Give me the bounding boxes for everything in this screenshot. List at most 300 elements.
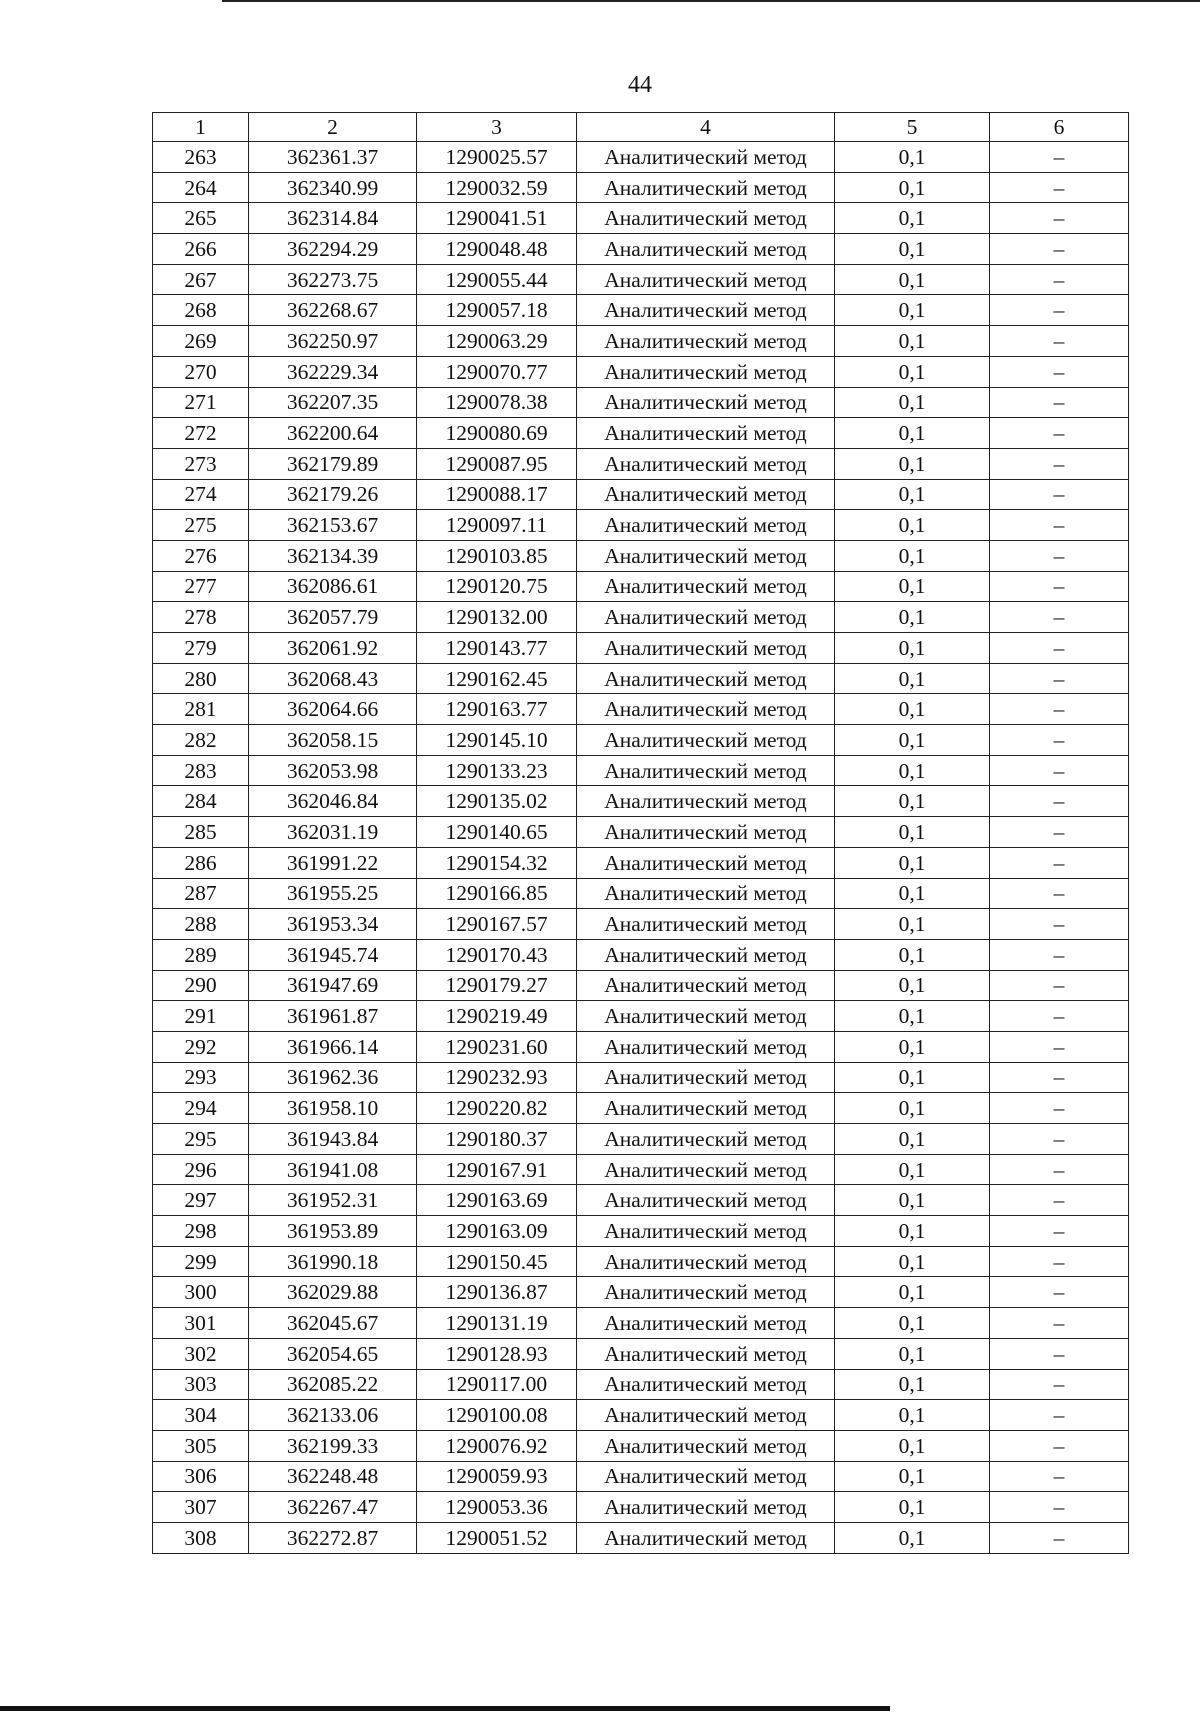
y-coordinate-cell: 1290166.85 [417,878,577,909]
accuracy-cell: 0,1 [835,571,990,602]
x-coordinate-cell: 362273.75 [249,264,417,295]
method-cell: Аналитический метод [577,755,835,786]
note-cell: – [990,755,1129,786]
method-cell: Аналитический метод [577,1185,835,1216]
note-cell: – [990,1400,1129,1431]
accuracy-cell: 0,1 [835,725,990,756]
point-number-cell: 291 [153,1001,249,1032]
y-coordinate-cell: 1290041.51 [417,203,577,234]
top-border-line [222,0,1200,2]
method-cell: Аналитический метод [577,1430,835,1461]
table-row [153,387,1129,418]
x-coordinate-cell: 362058.15 [249,725,417,756]
y-coordinate-cell: 1290076.92 [417,1430,577,1461]
table-row [153,418,1129,449]
method-cell: Аналитический метод [577,1062,835,1093]
x-coordinate-cell: 362029.88 [249,1277,417,1308]
accuracy-cell: 0,1 [835,1308,990,1339]
note-cell: – [990,1522,1129,1553]
table-row [153,847,1129,878]
y-coordinate-cell: 1290057.18 [417,295,577,326]
note-cell: – [990,510,1129,541]
method-cell: Аналитический метод [577,1338,835,1369]
note-cell: – [990,970,1129,1001]
note-cell: – [990,1461,1129,1492]
table-row [153,694,1129,725]
accuracy-cell: 0,1 [835,264,990,295]
table-row [153,663,1129,694]
table-row [153,1001,1129,1032]
note-cell: – [990,540,1129,571]
table-row [153,142,1129,173]
note-cell: – [990,633,1129,664]
y-coordinate-cell: 1290100.08 [417,1400,577,1431]
column-header: 6 [990,113,1129,142]
accuracy-cell: 0,1 [835,203,990,234]
point-number-cell: 305 [153,1430,249,1461]
point-number-cell: 274 [153,479,249,510]
x-coordinate-cell: 361947.69 [249,970,417,1001]
note-cell: – [990,448,1129,479]
accuracy-cell: 0,1 [835,1246,990,1277]
table-row [153,356,1129,387]
y-coordinate-cell: 1290088.17 [417,479,577,510]
x-coordinate-cell: 362229.34 [249,356,417,387]
column-header: 4 [577,113,835,142]
note-cell: – [990,571,1129,602]
y-coordinate-cell: 1290232.93 [417,1062,577,1093]
x-coordinate-cell: 361953.89 [249,1216,417,1247]
method-cell: Аналитический метод [577,1001,835,1032]
table-row [153,234,1129,265]
note-cell: – [990,1430,1129,1461]
point-number-cell: 275 [153,510,249,541]
column-header: 1 [153,113,249,142]
x-coordinate-cell: 361962.36 [249,1062,417,1093]
point-number-cell: 303 [153,1369,249,1400]
point-number-cell: 273 [153,448,249,479]
table-row [153,1277,1129,1308]
y-coordinate-cell: 1290063.29 [417,326,577,357]
method-cell: Аналитический метод [577,786,835,817]
note-cell: – [990,1001,1129,1032]
note-cell: – [990,602,1129,633]
y-coordinate-cell: 1290133.23 [417,755,577,786]
y-coordinate-cell: 1290025.57 [417,142,577,173]
method-cell: Аналитический метод [577,1154,835,1185]
accuracy-cell: 0,1 [835,1461,990,1492]
method-cell: Аналитический метод [577,540,835,571]
x-coordinate-cell: 362207.35 [249,387,417,418]
note-cell: – [990,295,1129,326]
table-row [153,1124,1129,1155]
accuracy-cell: 0,1 [835,878,990,909]
point-number-cell: 277 [153,571,249,602]
point-number-cell: 299 [153,1246,249,1277]
method-cell: Аналитический метод [577,970,835,1001]
point-number-cell: 292 [153,1031,249,1062]
note-cell: – [990,418,1129,449]
y-coordinate-cell: 1290162.45 [417,663,577,694]
accuracy-cell: 0,1 [835,847,990,878]
x-coordinate-cell: 362179.89 [249,448,417,479]
table-row [153,939,1129,970]
accuracy-cell: 0,1 [835,1124,990,1155]
point-number-cell: 289 [153,939,249,970]
y-coordinate-cell: 1290219.49 [417,1001,577,1032]
note-cell: – [990,1246,1129,1277]
y-coordinate-cell: 1290128.93 [417,1338,577,1369]
note-cell: – [990,1062,1129,1093]
table-row [153,1246,1129,1277]
x-coordinate-cell: 362179.26 [249,479,417,510]
accuracy-cell: 0,1 [835,387,990,418]
y-coordinate-cell: 1290097.11 [417,510,577,541]
point-number-cell: 270 [153,356,249,387]
note-cell: – [990,1124,1129,1155]
method-cell: Аналитический метод [577,326,835,357]
note-cell: – [990,1093,1129,1124]
y-coordinate-cell: 1290163.09 [417,1216,577,1247]
point-number-cell: 279 [153,633,249,664]
method-cell: Аналитический метод [577,571,835,602]
point-number-cell: 304 [153,1400,249,1431]
y-coordinate-cell: 1290143.77 [417,633,577,664]
method-cell: Аналитический метод [577,479,835,510]
accuracy-cell: 0,1 [835,326,990,357]
point-number-cell: 296 [153,1154,249,1185]
y-coordinate-cell: 1290080.69 [417,418,577,449]
x-coordinate-cell: 362294.29 [249,234,417,265]
method-cell: Аналитический метод [577,295,835,326]
table-row [153,1400,1129,1431]
table-row [153,571,1129,602]
point-number-cell: 268 [153,295,249,326]
x-coordinate-cell: 361955.25 [249,878,417,909]
x-coordinate-cell: 362054.65 [249,1338,417,1369]
x-coordinate-cell: 362250.97 [249,326,417,357]
y-coordinate-cell: 1290059.93 [417,1461,577,1492]
y-coordinate-cell: 1290170.43 [417,939,577,970]
note-cell: – [990,786,1129,817]
accuracy-cell: 0,1 [835,602,990,633]
x-coordinate-cell: 361958.10 [249,1093,417,1124]
x-coordinate-cell: 361941.08 [249,1154,417,1185]
point-number-cell: 290 [153,970,249,1001]
point-number-cell: 267 [153,264,249,295]
y-coordinate-cell: 1290154.32 [417,847,577,878]
x-coordinate-cell: 362133.06 [249,1400,417,1431]
accuracy-cell: 0,1 [835,694,990,725]
point-number-cell: 269 [153,326,249,357]
accuracy-cell: 0,1 [835,786,990,817]
note-cell: – [990,1338,1129,1369]
y-coordinate-cell: 1290150.45 [417,1246,577,1277]
y-coordinate-cell: 1290179.27 [417,970,577,1001]
method-cell: Аналитический метод [577,1308,835,1339]
method-cell: Аналитический метод [577,1031,835,1062]
note-cell: – [990,939,1129,970]
note-cell: – [990,1216,1129,1247]
table-row [153,1338,1129,1369]
point-number-cell: 287 [153,878,249,909]
point-number-cell: 264 [153,172,249,203]
method-cell: Аналитический метод [577,602,835,633]
x-coordinate-cell: 361952.31 [249,1185,417,1216]
accuracy-cell: 0,1 [835,1277,990,1308]
accuracy-cell: 0,1 [835,142,990,173]
accuracy-cell: 0,1 [835,1031,990,1062]
accuracy-cell: 0,1 [835,1154,990,1185]
x-coordinate-cell: 362085.22 [249,1369,417,1400]
method-cell: Аналитический метод [577,847,835,878]
x-coordinate-cell: 361961.87 [249,1001,417,1032]
table-header-row [153,113,1129,142]
accuracy-cell: 0,1 [835,1492,990,1523]
point-number-cell: 301 [153,1308,249,1339]
table-row [153,786,1129,817]
y-coordinate-cell: 1290048.48 [417,234,577,265]
table-row [153,878,1129,909]
point-number-cell: 306 [153,1461,249,1492]
y-coordinate-cell: 1290051.52 [417,1522,577,1553]
table-row [153,479,1129,510]
x-coordinate-cell: 362045.67 [249,1308,417,1339]
x-coordinate-cell: 362314.84 [249,203,417,234]
method-cell: Аналитический метод [577,203,835,234]
table-row [153,970,1129,1001]
column-header: 2 [249,113,417,142]
accuracy-cell: 0,1 [835,1185,990,1216]
point-number-cell: 288 [153,909,249,940]
y-coordinate-cell: 1290055.44 [417,264,577,295]
table-row [153,755,1129,786]
accuracy-cell: 0,1 [835,1001,990,1032]
table-row [153,633,1129,664]
point-number-cell: 295 [153,1124,249,1155]
x-coordinate-cell: 362248.48 [249,1461,417,1492]
y-coordinate-cell: 1290032.59 [417,172,577,203]
method-cell: Аналитический метод [577,909,835,940]
y-coordinate-cell: 1290070.77 [417,356,577,387]
x-coordinate-cell: 362200.64 [249,418,417,449]
point-number-cell: 280 [153,663,249,694]
note-cell: – [990,326,1129,357]
accuracy-cell: 0,1 [835,1522,990,1553]
table-row [153,725,1129,756]
table-row [153,1062,1129,1093]
y-coordinate-cell: 1290117.00 [417,1369,577,1400]
x-coordinate-cell: 362153.67 [249,510,417,541]
method-cell: Аналитический метод [577,1124,835,1155]
x-coordinate-cell: 362340.99 [249,172,417,203]
method-cell: Аналитический метод [577,725,835,756]
table-row [153,1185,1129,1216]
note-cell: – [990,234,1129,265]
accuracy-cell: 0,1 [835,1430,990,1461]
note-cell: – [990,172,1129,203]
accuracy-cell: 0,1 [835,1369,990,1400]
table-row [153,1461,1129,1492]
y-coordinate-cell: 1290140.65 [417,817,577,848]
y-coordinate-cell: 1290231.60 [417,1031,577,1062]
bottom-border-line [0,1706,890,1711]
method-cell: Аналитический метод [577,510,835,541]
accuracy-cell: 0,1 [835,755,990,786]
method-cell: Аналитический метод [577,418,835,449]
x-coordinate-cell: 362267.47 [249,1492,417,1523]
table-row [153,540,1129,571]
y-coordinate-cell: 1290145.10 [417,725,577,756]
table-row [153,1430,1129,1461]
method-cell: Аналитический метод [577,1492,835,1523]
x-coordinate-cell: 362134.39 [249,540,417,571]
point-number-cell: 307 [153,1492,249,1523]
y-coordinate-cell: 1290167.57 [417,909,577,940]
table-row [153,1031,1129,1062]
note-cell: – [990,663,1129,694]
accuracy-cell: 0,1 [835,939,990,970]
method-cell: Аналитический метод [577,387,835,418]
table-row [153,817,1129,848]
method-cell: Аналитический метод [577,172,835,203]
x-coordinate-cell: 361943.84 [249,1124,417,1155]
note-cell: – [990,1369,1129,1400]
x-coordinate-cell: 362064.66 [249,694,417,725]
point-number-cell: 308 [153,1522,249,1553]
method-cell: Аналитический метод [577,1093,835,1124]
x-coordinate-cell: 362086.61 [249,571,417,602]
y-coordinate-cell: 1290087.95 [417,448,577,479]
x-coordinate-cell: 362199.33 [249,1430,417,1461]
y-coordinate-cell: 1290120.75 [417,571,577,602]
point-number-cell: 294 [153,1093,249,1124]
table-row [153,602,1129,633]
note-cell: – [990,694,1129,725]
table-row [153,1154,1129,1185]
table-row [153,295,1129,326]
table-row [153,909,1129,940]
x-coordinate-cell: 362031.19 [249,817,417,848]
x-coordinate-cell: 361990.18 [249,1246,417,1277]
accuracy-cell: 0,1 [835,448,990,479]
y-coordinate-cell: 1290163.69 [417,1185,577,1216]
point-number-cell: 266 [153,234,249,265]
table-row [153,172,1129,203]
table-row [153,203,1129,234]
table-row [153,1308,1129,1339]
accuracy-cell: 0,1 [835,663,990,694]
accuracy-cell: 0,1 [835,1216,990,1247]
point-number-cell: 285 [153,817,249,848]
note-cell: – [990,817,1129,848]
note-cell: – [990,203,1129,234]
x-coordinate-cell: 362053.98 [249,755,417,786]
accuracy-cell: 0,1 [835,479,990,510]
method-cell: Аналитический метод [577,1461,835,1492]
y-coordinate-cell: 1290131.19 [417,1308,577,1339]
accuracy-cell: 0,1 [835,633,990,664]
y-coordinate-cell: 1290136.87 [417,1277,577,1308]
point-number-cell: 263 [153,142,249,173]
method-cell: Аналитический метод [577,142,835,173]
table-row [153,1492,1129,1523]
table-row [153,264,1129,295]
accuracy-cell: 0,1 [835,970,990,1001]
x-coordinate-cell: 361966.14 [249,1031,417,1062]
note-cell: – [990,1492,1129,1523]
note-cell: – [990,1277,1129,1308]
point-number-cell: 278 [153,602,249,633]
method-cell: Аналитический метод [577,633,835,664]
point-number-cell: 271 [153,387,249,418]
point-number-cell: 286 [153,847,249,878]
point-number-cell: 300 [153,1277,249,1308]
x-coordinate-cell: 362361.37 [249,142,417,173]
column-header: 3 [417,113,577,142]
table-row [153,326,1129,357]
note-cell: – [990,142,1129,173]
accuracy-cell: 0,1 [835,1338,990,1369]
accuracy-cell: 0,1 [835,172,990,203]
x-coordinate-cell: 362268.67 [249,295,417,326]
table-row [153,448,1129,479]
y-coordinate-cell: 1290103.85 [417,540,577,571]
x-coordinate-cell: 361953.34 [249,909,417,940]
method-cell: Аналитический метод [577,663,835,694]
method-cell: Аналитический метод [577,234,835,265]
note-cell: – [990,878,1129,909]
point-number-cell: 298 [153,1216,249,1247]
column-header: 5 [835,113,990,142]
point-number-cell: 272 [153,418,249,449]
accuracy-cell: 0,1 [835,356,990,387]
method-cell: Аналитический метод [577,1246,835,1277]
y-coordinate-cell: 1290167.91 [417,1154,577,1185]
coordinates-table [152,112,1129,1554]
point-number-cell: 302 [153,1338,249,1369]
method-cell: Аналитический метод [577,1369,835,1400]
point-number-cell: 297 [153,1185,249,1216]
method-cell: Аналитический метод [577,817,835,848]
method-cell: Аналитический метод [577,939,835,970]
method-cell: Аналитический метод [577,1277,835,1308]
point-number-cell: 283 [153,755,249,786]
method-cell: Аналитический метод [577,1400,835,1431]
page-number: 44 [628,72,652,98]
accuracy-cell: 0,1 [835,817,990,848]
x-coordinate-cell: 361945.74 [249,939,417,970]
accuracy-cell: 0,1 [835,1400,990,1431]
note-cell: – [990,909,1129,940]
note-cell: – [990,387,1129,418]
table-row [153,1522,1129,1553]
point-number-cell: 276 [153,540,249,571]
note-cell: – [990,725,1129,756]
accuracy-cell: 0,1 [835,1062,990,1093]
y-coordinate-cell: 1290220.82 [417,1093,577,1124]
point-number-cell: 284 [153,786,249,817]
method-cell: Аналитический метод [577,694,835,725]
x-coordinate-cell: 362057.79 [249,602,417,633]
y-coordinate-cell: 1290180.37 [417,1124,577,1155]
table-row [153,1369,1129,1400]
y-coordinate-cell: 1290135.02 [417,786,577,817]
table-body [153,142,1129,1554]
accuracy-cell: 0,1 [835,418,990,449]
note-cell: – [990,1031,1129,1062]
y-coordinate-cell: 1290078.38 [417,387,577,418]
